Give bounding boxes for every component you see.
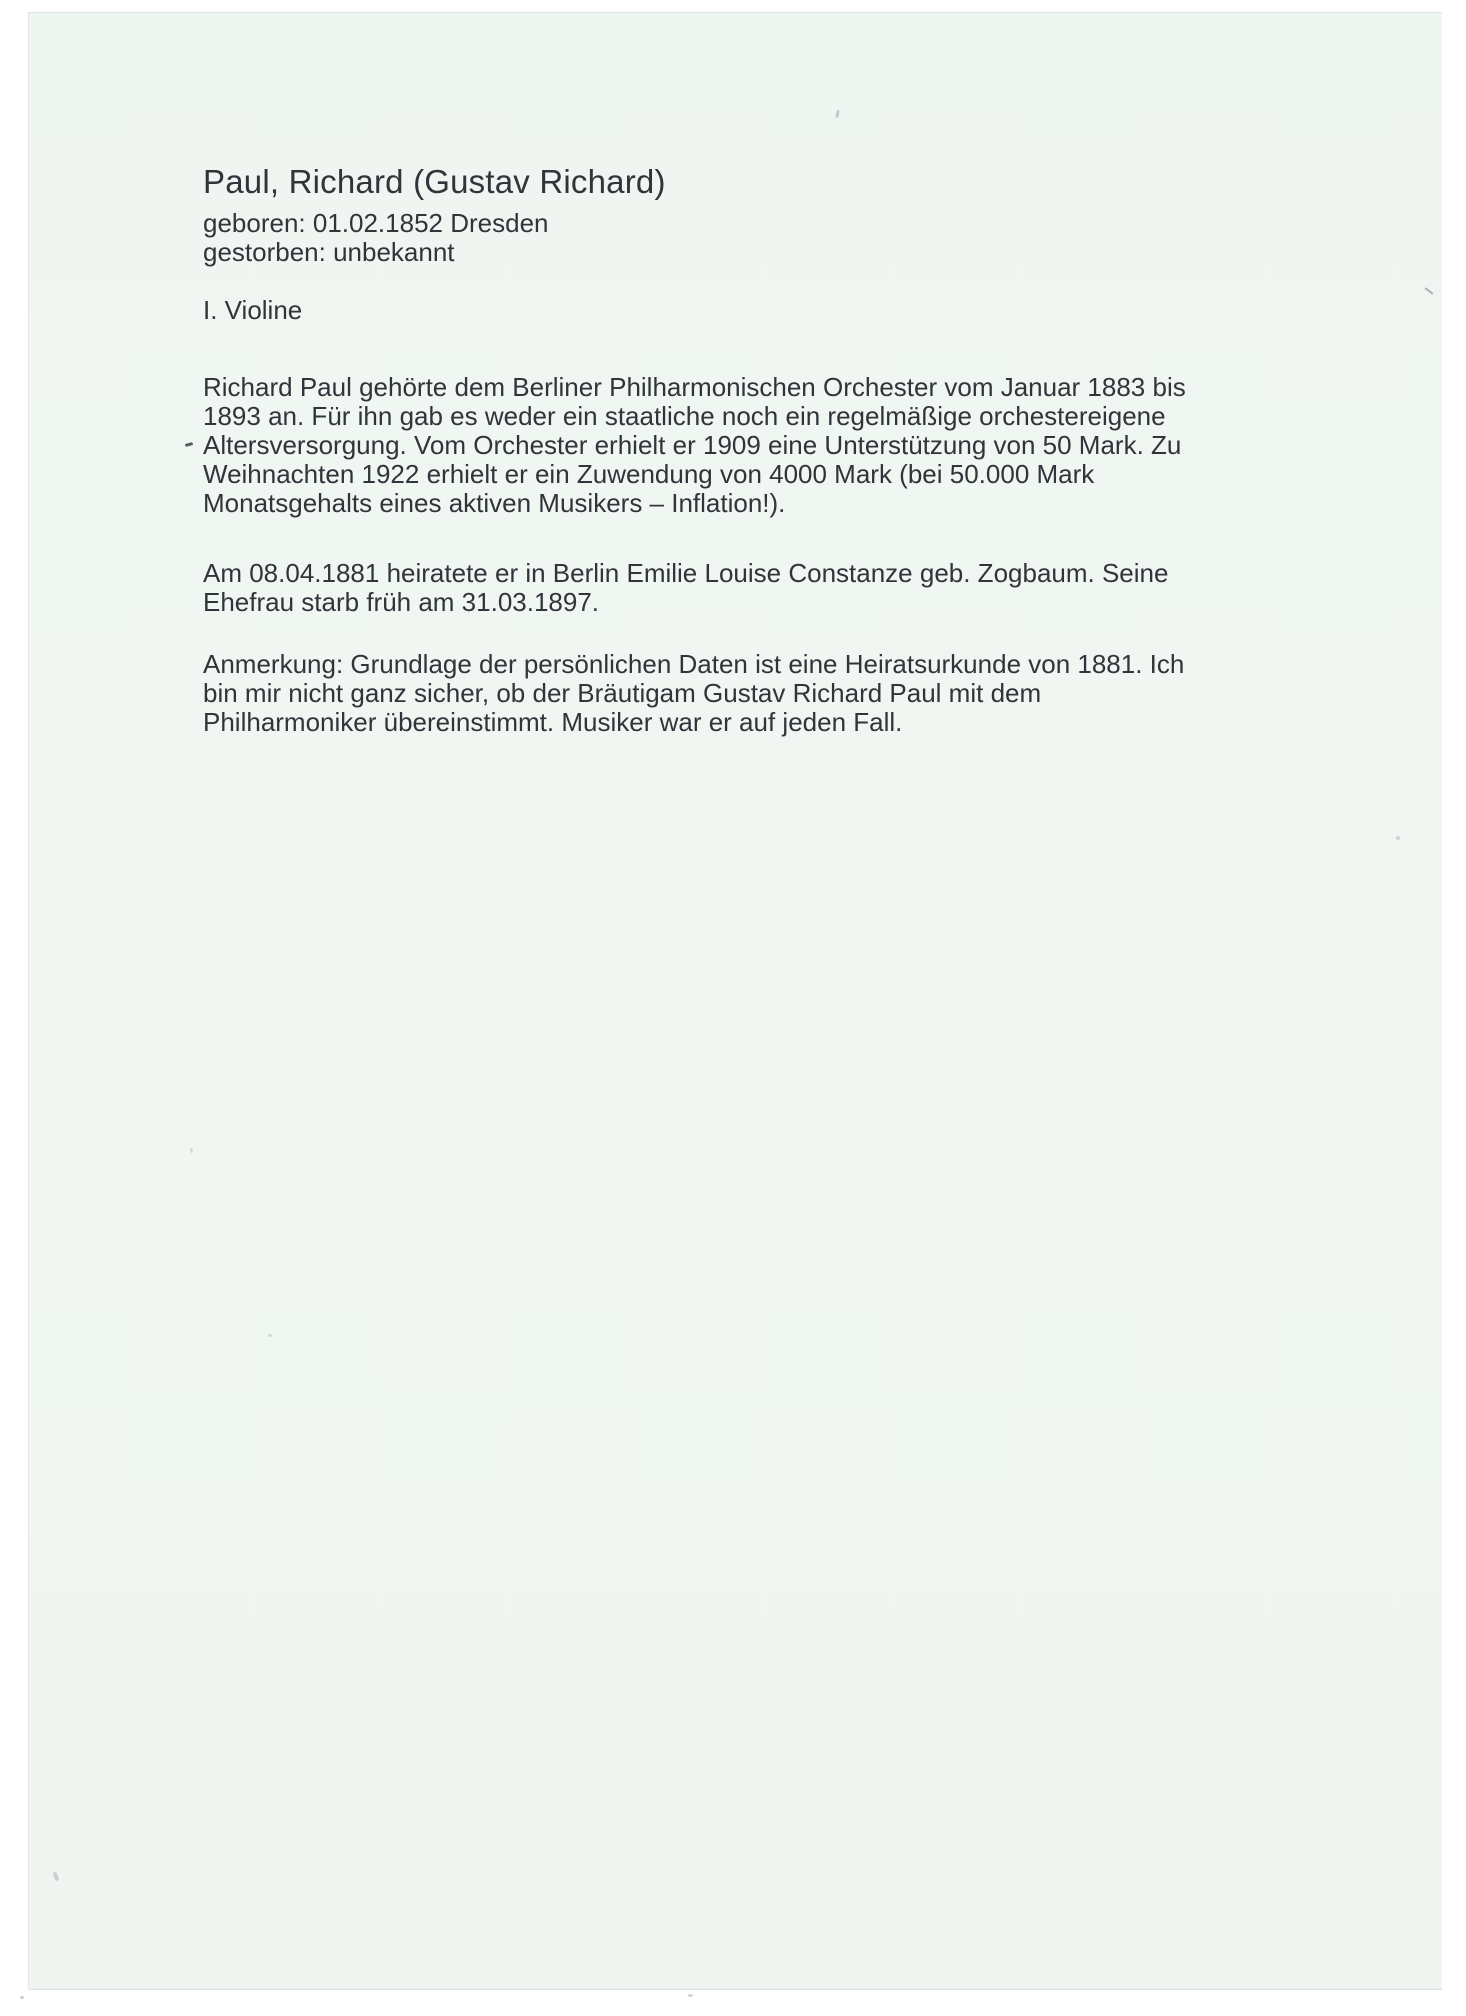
birth-line: geboren: 01.02.1852 Dresden <box>203 208 549 238</box>
text-line: Richard Paul gehörte dem Berliner Philharmonischen Orchester vom Januar 1883 bis <box>203 372 1186 402</box>
section-heading-instrument: I. Violine <box>203 295 303 325</box>
death-line: gestorben: unbekannt <box>203 237 455 267</box>
text-line: Philharmoniker übereinstimmt. Musiker war er auf jeden Fall. <box>203 707 903 737</box>
text-line: 1893 an. Für ihn gab es weder ein staatliche noch ein regelmäßige orchestereigene <box>203 401 1166 431</box>
text-line: Am 08.04.1881 heiratete er in Berlin Emilie Louise Constanze geb. Zogbaum. Seine <box>203 558 1169 588</box>
paragraph-orchestra-history <box>203 373 1323 518</box>
text-line: bin mir nicht ganz sicher, ob der Bräutigam Gustav Richard Paul mit dem <box>203 678 1042 708</box>
person-meta <box>203 209 1323 267</box>
scan-artifact-tick <box>1424 287 1433 295</box>
scanned-paper-sheet <box>28 12 1442 1990</box>
text-line: Monatsgehalts eines aktiven Musikers – Inflation!). <box>203 488 786 518</box>
text-line: Altersversorgung. Vom Orchester erhielt er 1909 eine Unterstützung von 50 Mark. Zu <box>203 430 1182 460</box>
scan-artifact-speck <box>268 1334 272 1337</box>
document-title: Paul, Richard (Gustav Richard) <box>203 163 666 200</box>
scan-artifact-dot <box>185 442 194 447</box>
scan-artifact-speck <box>190 1148 193 1153</box>
text-line: Anmerkung: Grundlage der persönlichen Daten ist eine Heiratsurkunde von 1881. Ich <box>203 649 1185 679</box>
paragraph-marriage <box>203 559 1323 617</box>
scan-artifact-squiggle <box>53 1872 60 1882</box>
document-content <box>203 163 1323 737</box>
scan-artifact-speck <box>1396 836 1400 840</box>
paragraph-remark <box>203 650 1323 737</box>
scan-artifact-speck <box>20 1996 24 1999</box>
scan-artifact-speck <box>688 1994 693 1997</box>
text-line: Weihnachten 1922 erhielt er ein Zuwendung von 4000 Mark (bei 50.000 Mark <box>203 459 1095 489</box>
text-line: Ehefrau starb früh am 31.03.1897. <box>203 587 600 617</box>
scan-artifact-mark <box>835 110 840 118</box>
